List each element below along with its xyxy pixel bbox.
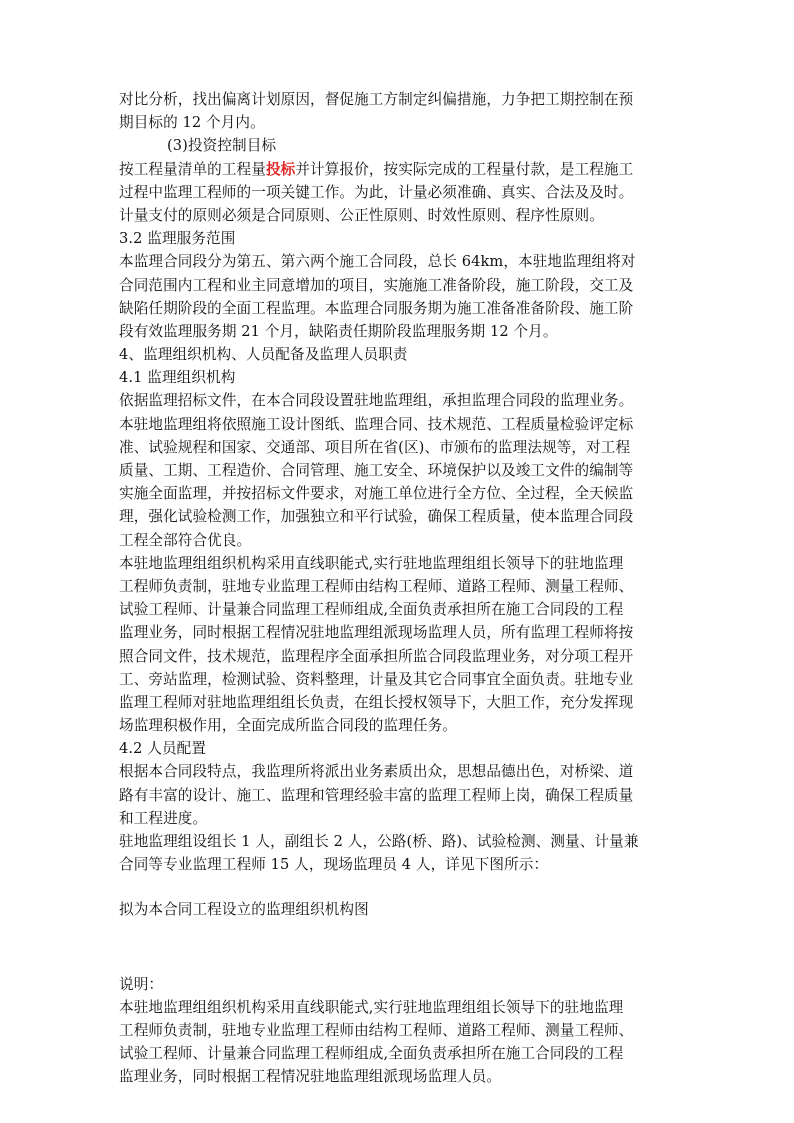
paragraph-service-scope bbox=[119, 250, 679, 343]
spacer bbox=[119, 876, 679, 898]
text-line: 驻地监理组设组长 1 人，副组长 2 人，公路(桥、路)、试验检测、测量、计量兼 bbox=[119, 833, 639, 850]
text-line: 根据本合同段特点，我监理所将派出业务素质出众，思想品德出色，对桥梁、道 bbox=[119, 763, 634, 781]
paragraph-organization-basis bbox=[119, 389, 679, 551]
heading-investment-control: (3)投资控制目标 bbox=[167, 137, 277, 155]
text-line: 合同范围内工程和业主同意增加的项目，实施施工准备阶段，施工阶段，交工及 bbox=[119, 276, 634, 294]
text-line: 依据监理招标文件，在本合同段设置驻地监理组，承担监理合同段的监理业务。 bbox=[119, 392, 634, 410]
text-line: 本驻地监理组将依照施工设计图纸、监理合同、技术规范、工程质量检验评定标 bbox=[119, 415, 634, 433]
document-page bbox=[119, 88, 679, 1089]
text-line: 监理业务，同时根据工程情况驻地监理组派现场监理人员。 bbox=[119, 1068, 502, 1086]
text-line: 试验工程师、计量兼合同监理工程师组成,全面负责承担所在施工合同段的工程 bbox=[119, 601, 624, 619]
text-line: 段有效监理服务期 21 个月，缺陷责任期阶段监理服务期 12 个月。 bbox=[119, 322, 558, 340]
text-line: 照合同文件，技术规范，监理程序全面承担所监合同段监理业务，对分项工程开 bbox=[119, 647, 634, 665]
paragraph-staff-numbers bbox=[119, 830, 679, 876]
text-line: 实施全面监理，并按招标文件要求，对施工单位进行全方位、全过程，全天候监 bbox=[119, 485, 634, 503]
text-line: 本驻地监理组组织机构采用直线职能式,实行驻地监理组组长领导下的驻地监理 bbox=[119, 554, 624, 572]
text-line: 合同等专业监理工程师 15 人，现场监理员 4 人，详见下图所示： bbox=[119, 856, 549, 874]
text-line: 计量支付的原则必须是合同原则、公正性原则、时效性原则、程序性原则。 bbox=[119, 206, 604, 224]
text-line: 试验工程师、计量兼合同监理工程师组成,全面负责承担所在施工合同段的工程 bbox=[119, 1045, 624, 1063]
text-line: 本驻地监理组组织机构采用直线职能式,实行驻地监理组组长领导下的驻地监理 bbox=[119, 998, 624, 1016]
text-line: 过程中监理工程师的一项关键工作。为此，计量必须准确、真实、合法及及时。 bbox=[119, 183, 634, 201]
text-span: 按工程量清单的工程量 bbox=[119, 160, 266, 178]
text-line: 监理业务，同时根据工程情况驻地监理组派现场监理人员，所有监理工程师将按 bbox=[119, 624, 634, 642]
paragraph-note bbox=[119, 996, 679, 1089]
text-line: 理，强化试验检测工作，加强独立和平行试验，确保工程质量，使本监理合同段 bbox=[119, 508, 634, 526]
text-line: 对比分析，找出偏离计划原因，督促施工方制定纠偏措施，力争把工期控制在预 bbox=[119, 91, 634, 108]
text-line: 缺陷任期阶段的全面工程监理。本监理合同服务期为施工准备准备阶段、施工阶 bbox=[119, 299, 634, 317]
text-line: 路有丰富的设计、施工、监理和管理经验丰富的监理工程师上岗，确保工程质量 bbox=[119, 786, 634, 804]
text-line: 准、试验规程和国家、交通部、项目所在省(区)、市颁布的监理法规等，对工程 bbox=[119, 438, 631, 456]
text-span: 并计算报价，按实际完成的工程量付款，是工程施工 bbox=[295, 160, 634, 178]
text-line: 场监理积极作用，全面完成所监合同段的监理任务。 bbox=[119, 717, 457, 735]
heading-4-1: 4.1 监理组织机构 bbox=[119, 369, 236, 387]
paragraph-measurement bbox=[119, 158, 679, 228]
text-line: 质量、工期、工程造价、合同管理、施工安全、环境保护以及竣工文件的编制等 bbox=[119, 462, 634, 479]
note-label: 说明： bbox=[119, 975, 164, 993]
figure-caption: 拟为本合同工程设立的监理组织机构图 bbox=[119, 901, 369, 919]
figure-placeholder bbox=[119, 922, 679, 973]
text-line: 工程师负责制，驻地专业监理工程师由结构工程师、道路工程师、测量工程师、 bbox=[119, 1021, 634, 1039]
text-line: 工程全部符合优良。 bbox=[119, 531, 252, 549]
text-line bbox=[119, 158, 679, 181]
paragraph-organization-structure bbox=[119, 552, 679, 738]
text-line: 本监理合同段分为第五、第六两个施工合同段，总长 64km，本驻地监理组将对 bbox=[119, 253, 636, 271]
text-line: 监理工程师对驻地监理组组长负责，在组长授权领导下，大胆工作，充分发挥现 bbox=[119, 693, 634, 711]
paragraph-schedule-control bbox=[119, 88, 679, 134]
heading-4-2: 4.2 人员配置 bbox=[119, 740, 207, 758]
paragraph-staffing bbox=[119, 760, 679, 830]
text-line: 工、旁站监理，检测试验、资料整理，计量及其它合同事宜全面负责。驻地专业 bbox=[119, 670, 634, 688]
text-line: 期目标的 12 个月内。 bbox=[119, 114, 265, 132]
highlighted-keyword: 投标 bbox=[265, 160, 296, 178]
text-line: 和工程进度。 bbox=[119, 809, 208, 827]
heading-4: 4、监理组织机构、人员配备及监理人员职责 bbox=[119, 346, 408, 364]
heading-3-2: 3.2 监理服务范围 bbox=[119, 230, 236, 248]
text-line: 工程师负责制，驻地专业监理工程师由结构工程师、道路工程师、测量工程师、 bbox=[119, 577, 634, 595]
